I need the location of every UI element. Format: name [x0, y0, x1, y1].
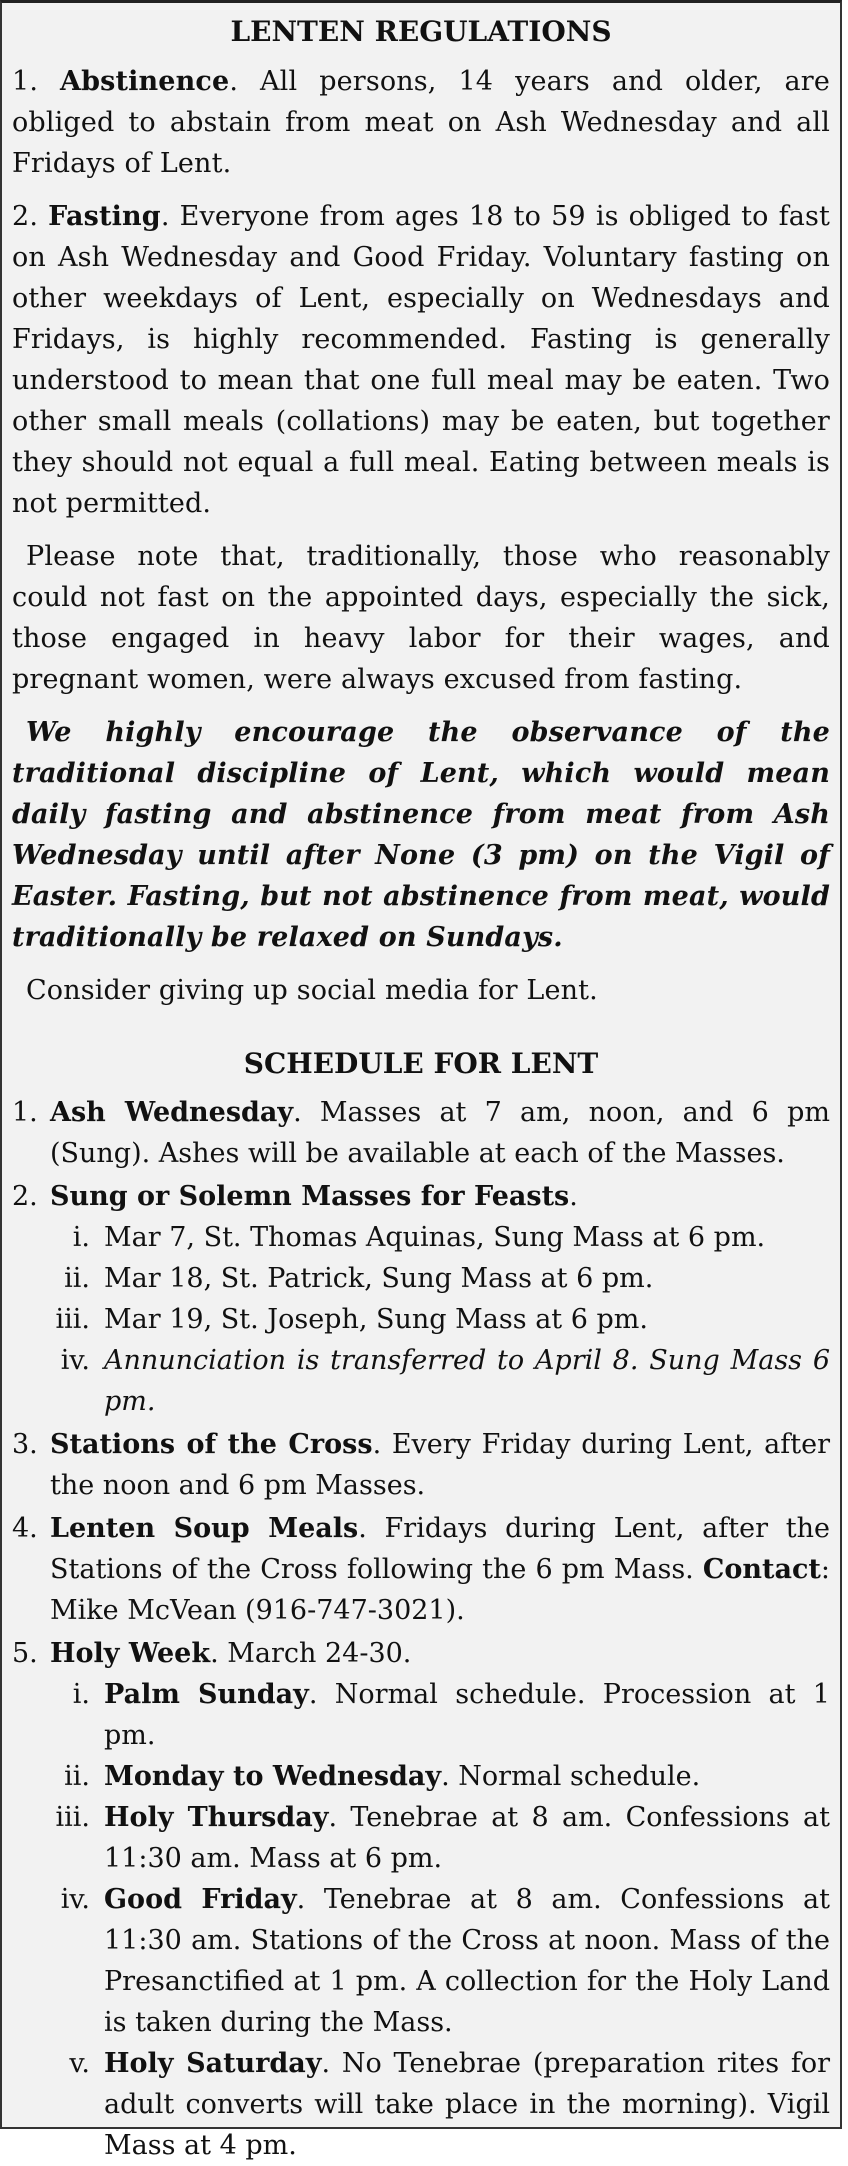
roman-numeral: i.: [72, 1679, 90, 1711]
social-media-paragraph: Consider giving up social media for Lent.: [26, 974, 598, 1006]
schedule-item-feasts: [12, 1176, 830, 1422]
item-number: 5.: [12, 1638, 38, 1670]
roman-numeral: iv.: [60, 1884, 90, 1916]
fasting-paragraph: [12, 196, 830, 524]
schedule-item-ash-wednesday: [12, 1092, 830, 1174]
day-label: Good Friday: [104, 1884, 297, 1916]
abstinence-text: . All persons, 14 years and older, are obliged to abstain from meat on Ash Wednesday and all Fridays of Lent.: [12, 65, 830, 179]
day-label: Holy Thursday: [104, 1802, 329, 1834]
feast-item: [50, 1258, 830, 1299]
feast-item: [50, 1340, 830, 1422]
item-label: Ash Wednesday: [50, 1097, 294, 1129]
item-label: Holy Week: [50, 1638, 211, 1670]
holy-week-sublist: [50, 1674, 830, 2166]
feast-text: Mar 18, St. Patrick, Sung Mass at 6 pm.: [104, 1263, 654, 1295]
day-text: . Tenebrae at 8 am. Confessions at 11:30 am. Stations of the Cross at noon. Mass of the Presanctified at 1 pm. A collection for the Holy Land is taken during the Mass.: [104, 1884, 830, 2039]
schedule-item-holy-week: [12, 1633, 830, 2166]
roman-numeral: v.: [69, 2048, 90, 2080]
item-label: Sung or Solemn Masses for Feasts: [50, 1181, 570, 1213]
abstinence-paragraph: [12, 61, 830, 184]
item-text: . March 24-30.: [210, 1638, 412, 1670]
holy-week-item: [50, 1797, 830, 1879]
roman-numeral: i.: [72, 1222, 90, 1254]
item-number: 2.: [12, 1181, 38, 1213]
holy-week-item: [50, 1756, 830, 1797]
day-text: . Normal schedule. Procession at 1 pm.: [104, 1679, 830, 1752]
item-label: Lenten Soup Meals: [50, 1513, 359, 1545]
fasting-label: Fasting: [48, 200, 161, 232]
roman-numeral: iv.: [60, 1345, 90, 1377]
item-number: 3.: [12, 1429, 38, 1461]
day-text: . Tenebrae at 8 am. Confessions at 11:30 am. Mass at 6 pm.: [104, 1802, 830, 1875]
roman-numeral: ii.: [64, 1263, 90, 1295]
day-label: Palm Sunday: [104, 1679, 309, 1711]
item-number: 4.: [12, 1513, 38, 1545]
feast-text: Annunciation is transferred to April 8. Sung Mass 6 pm.: [104, 1345, 830, 1418]
holy-week-item: [50, 1879, 830, 2043]
encourage-paragraph: We highly encourage the observance of the traditional discipline of Lent, which would mean daily fasting and abstinence from meat from Ash Wednesday until after None (3 pm) on the Vigil of Easter. Fasting, but not abstinence from meat, would traditionally be relaxed on Sundays.: [12, 716, 830, 953]
roman-numeral: iii.: [55, 1802, 90, 1834]
schedule-item-soup-meals: [12, 1508, 830, 1631]
contact-label: Contact: [702, 1554, 821, 1586]
feast-item: [50, 1217, 830, 1258]
day-text: . No Tenebrae (preparation rites for adult converts will take place in the morning). Vigil Mass at 4 pm.: [104, 2048, 831, 2162]
holy-week-item: [50, 2043, 830, 2166]
abstinence-label: Abstinence: [60, 65, 230, 97]
fasting-number: 2.: [12, 200, 39, 232]
abstinence-number: 1.: [12, 65, 39, 97]
contact-text: : Mike McVean (916-747-3021).: [50, 1554, 830, 1627]
note-paragraph: Please note that, traditionally, those who reasonably could not fast on the appointed days, especially the sick, those engaged in heavy labor for their wages, and pregnant women, were always excused from fasting.: [12, 540, 830, 695]
feast-text: Mar 19, St. Joseph, Sung Mass at 6 pm.: [104, 1304, 648, 1336]
item-text: . Every Friday during Lent, after the noon and 6 pm Masses.: [50, 1429, 831, 1502]
day-label: Holy Saturday: [104, 2048, 322, 2080]
feasts-sublist: [50, 1217, 830, 1422]
schedule-item-stations: [12, 1424, 830, 1506]
lenten-regulations-title: LENTEN REGULATIONS: [230, 15, 612, 48]
item-text: .: [569, 1181, 578, 1213]
fasting-text: . Everyone from ages 18 to 59 is obliged to fast on Ash Wednesday and Good Friday. Voluntary fasting on other weekdays of Lent, especially on Wednesdays and Fridays, is highly recommended. Fasting is generally understood to mean that one full meal may be eaten. Two other small meals (collations) may be eaten, but together they should not equal a full meal. Eating between meals is not permitted.: [12, 200, 831, 519]
schedule-title: SCHEDULE FOR LENT: [243, 1046, 599, 1080]
roman-numeral: ii.: [64, 1761, 90, 1793]
day-text: . Normal schedule.: [441, 1761, 701, 1793]
feast-text: Mar 7, St. Thomas Aquinas, Sung Mass at 6 pm.: [104, 1222, 766, 1254]
schedule-list: [12, 1092, 830, 2166]
holy-week-item: [50, 1674, 830, 1756]
day-label: Monday to Wednesday: [104, 1761, 442, 1793]
feast-item: [50, 1299, 830, 1340]
item-number: 1.: [12, 1097, 38, 1129]
item-text: . Masses at 7 am, noon, and 6 pm (Sung). Ashes will be available at each of the Masses.: [50, 1097, 830, 1170]
item-text: . Fridays during Lent, after the Stations of the Cross following the 6 pm Mass.: [50, 1513, 830, 1586]
item-label: Stations of the Cross: [50, 1429, 373, 1461]
roman-numeral: iii.: [55, 1304, 90, 1336]
